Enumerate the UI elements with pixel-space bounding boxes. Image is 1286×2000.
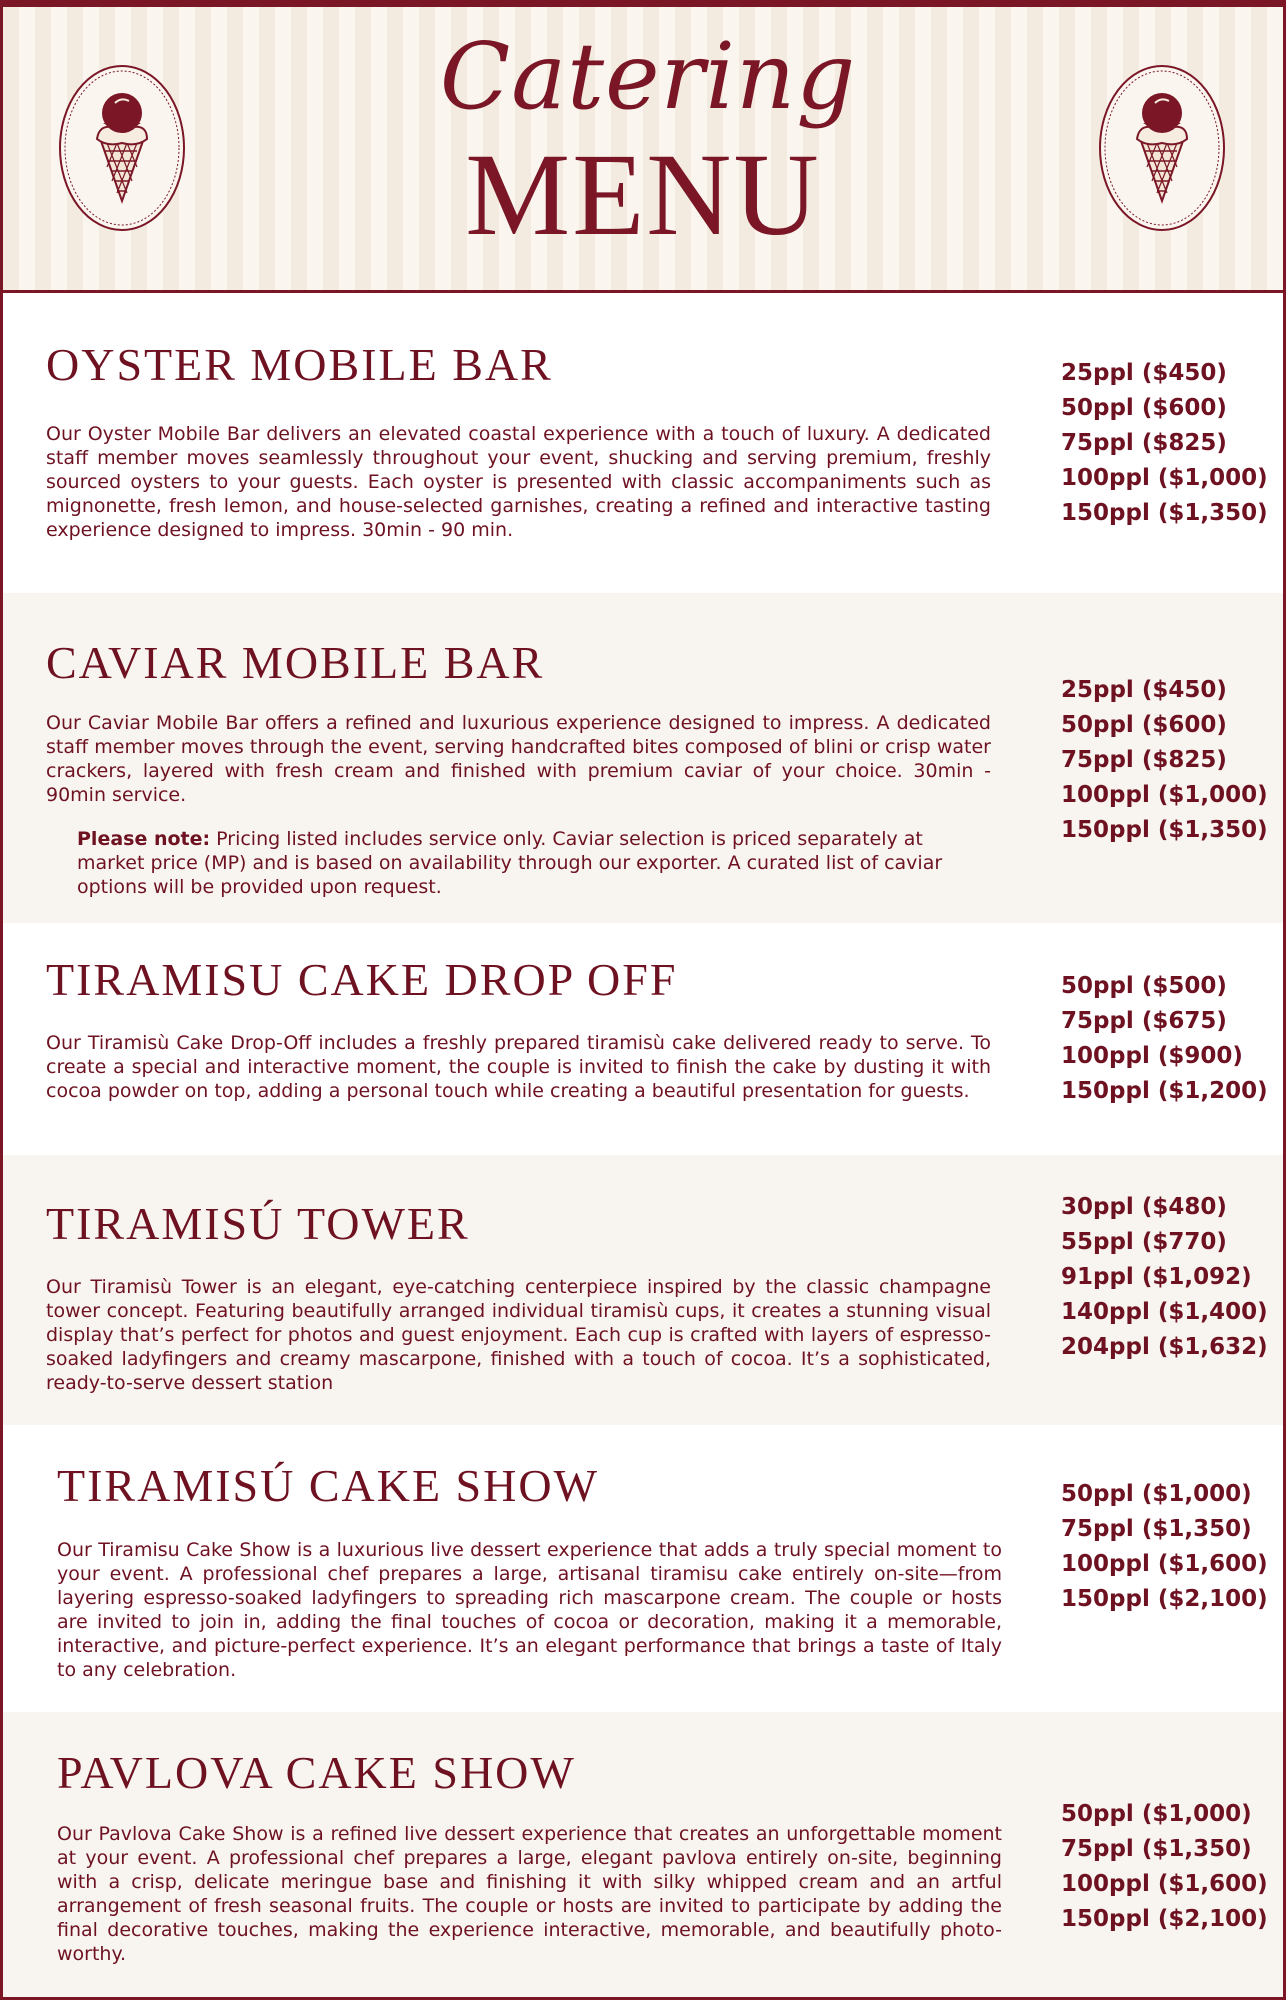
price-item: 100ppl ($1,000) xyxy=(1061,782,1268,808)
price-item: 150ppl ($2,100) xyxy=(1061,1586,1268,1612)
price-item: 75ppl ($1,350) xyxy=(1061,1836,1252,1862)
price-item: 140ppl ($1,400) xyxy=(1061,1299,1268,1325)
price-item: 55ppl ($770) xyxy=(1061,1229,1227,1255)
price-list xyxy=(1061,356,1281,531)
price-item: 100ppl ($900) xyxy=(1061,1043,1243,1069)
section-title: TIRAMISÚ CAKE SHOW xyxy=(57,1460,599,1511)
section-description: Our Caviar Mobile Bar offers a refined and luxurious experience designed to impress. A dedicated staff member moves through the event, serving handcrafted bites composed of blini or crisp water crackers, layered with fresh cream and finished with premium caviar of your choice. 30min - 90min service. xyxy=(46,712,991,806)
price-item: 150ppl ($1,350) xyxy=(1061,817,1268,843)
section-title: TIRAMISU CAKE DROP OFF xyxy=(46,954,678,1005)
note-label: Please note: xyxy=(77,828,211,850)
price-item: 50ppl ($1,000) xyxy=(1061,1481,1252,1507)
price-item: 75ppl ($825) xyxy=(1061,747,1227,773)
section-title: PAVLOVA CAKE SHOW xyxy=(57,1747,576,1798)
price-item: 50ppl ($500) xyxy=(1061,973,1227,999)
section-pavlova-cake-show xyxy=(3,1712,1283,2000)
price-list xyxy=(1061,1190,1281,1365)
section-description: Our Tiramisu Cake Show is a luxurious live dessert experience that adds a truly special moment to your event. A professional chef prepares a large, artisanal tiramisu cake entirely on-site—from layering espresso-soaked ladyfingers to spreading rich mascarpone cream. The couple or hosts are invited to join in, adding the final touches of cocoa or decoration, making it a memorable, interactive, and picture-perfect experience. It’s an elegant performance that brings a taste of Italy to any celebration. xyxy=(57,1539,1002,1681)
price-item: 150ppl ($1,350) xyxy=(1061,500,1268,526)
price-list xyxy=(1061,673,1281,848)
price-item: 91ppl ($1,092) xyxy=(1061,1264,1252,1290)
section-description: Our Pavlova Cake Show is a refined live dessert experience that creates an unforgettable moment at your event. A professional chef prepares a large, elegant pavlova entirely on-site, beginning with a crisp, delicate meringue base and finishing it with silky whipped cream and an artful arrangement of fresh seasonal fruits. The couple or hosts are invited to participate by adding the final decorative touches, making the experience interactive, memorable, and beautifully photo-worthy. xyxy=(57,1823,1002,1965)
price-item: 25ppl ($450) xyxy=(1061,360,1227,386)
section-description: Our Tiramisù Cake Drop-Off includes a freshly prepared tiramisù cake delivered ready to serve. To create a special and interactive moment, the couple is invited to finish the cake by dusting it with cocoa powder on top, adding a personal touch while creating a beautiful presentation for guests. xyxy=(46,1032,991,1102)
price-item: 100ppl ($1,000) xyxy=(1061,465,1268,491)
section-caviar-mobile-bar xyxy=(3,593,1283,923)
section-oyster-mobile-bar xyxy=(3,293,1283,593)
section-description: Our Oyster Mobile Bar delivers an elevated coastal experience with a touch of luxury. A dedicated staff member moves seamlessly throughout your event, shucking and serving premium, freshly sourced oysters to your guests. Each oyster is presented with classic accompaniments such as mignonette, fresh lemon, and house-selected garnishes, creating a refined and interactive tasting experience designed to impress. 30min - 90 min. xyxy=(46,423,991,541)
price-item: 50ppl ($1,000) xyxy=(1061,1801,1252,1827)
price-item: 75ppl ($675) xyxy=(1061,1008,1227,1034)
section-tiramisu-tower xyxy=(3,1155,1283,1425)
section-tiramisu-cake-drop-off xyxy=(3,923,1283,1155)
price-item: 75ppl ($1,350) xyxy=(1061,1516,1252,1542)
menu-header xyxy=(3,7,1283,293)
price-item: 25ppl ($450) xyxy=(1061,677,1227,703)
section-title: TIRAMISÚ TOWER xyxy=(46,1198,470,1249)
price-list xyxy=(1061,1477,1281,1617)
section-title: CAVIAR MOBILE BAR xyxy=(46,637,545,688)
menu-script-title: Catering xyxy=(439,23,857,130)
section-description: Our Tiramisù Tower is an elegant, eye-catching centerpiece inspired by the classic champagne tower concept. Featuring beautifully arranged individual tiramisù cups, it creates a stunning visual display that’s perfect for photos and guest enjoyment. Each cup is crafted with layers of espresso-soaked ladyfingers and creamy mascarpone, finished with a touch of cocoa. It’s a sophisticated, ready-to-serve dessert station xyxy=(46,1276,991,1394)
price-item: 150ppl ($2,100) xyxy=(1061,1906,1268,1932)
caviar-note xyxy=(77,827,982,899)
price-item: 150ppl ($1,200) xyxy=(1061,1078,1268,1104)
section-title: OYSTER MOBILE BAR xyxy=(46,339,553,390)
note-text: Pricing listed includes service only. Caviar selection is priced separately at market price (MP) and is based on availability through our exporter. A curated list of caviar options will be provided upon request. xyxy=(77,828,943,898)
price-item: 100ppl ($1,600) xyxy=(1061,1871,1268,1897)
price-item: 75ppl ($825) xyxy=(1061,430,1227,456)
price-list xyxy=(1061,1797,1281,1937)
price-item: 100ppl ($1,600) xyxy=(1061,1551,1268,1577)
price-item: 50ppl ($600) xyxy=(1061,395,1227,421)
price-list xyxy=(1061,969,1281,1109)
ice-cream-cone-icon xyxy=(1097,63,1227,233)
menu-caps-title: MENU xyxy=(465,129,821,260)
section-tiramisu-cake-show xyxy=(3,1425,1283,1712)
price-item: 30ppl ($480) xyxy=(1061,1194,1227,1220)
price-item: 204ppl ($1,632) xyxy=(1061,1334,1268,1360)
price-item: 50ppl ($600) xyxy=(1061,712,1227,738)
